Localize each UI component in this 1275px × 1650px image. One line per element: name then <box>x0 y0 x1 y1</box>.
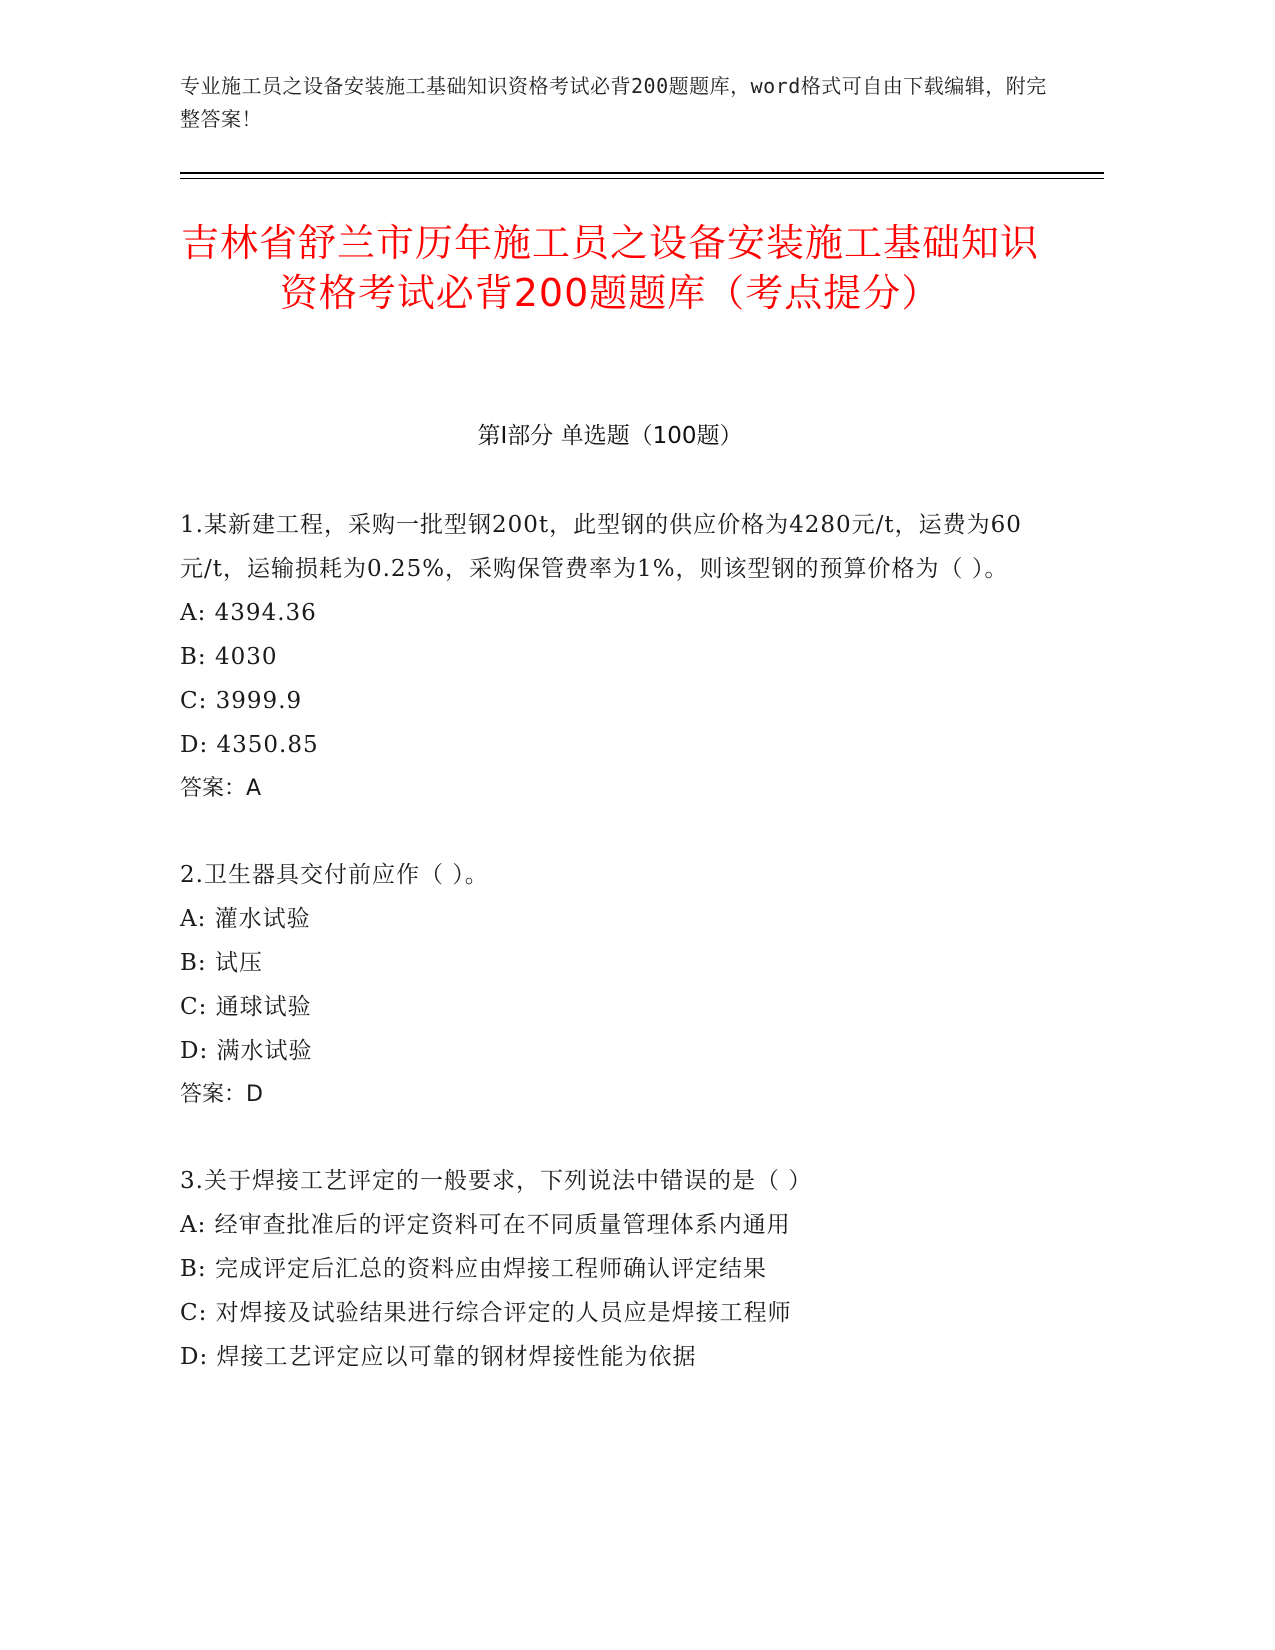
option-b: B: 试压 <box>180 950 263 976</box>
option-c: C: 3999.9 <box>180 688 303 714</box>
header-rule-thick <box>180 172 1104 174</box>
option-d: D: 4350.85 <box>180 732 319 758</box>
section-heading: 第I部分 单选题（100题） <box>477 423 743 449</box>
document-title: 吉林省舒兰市历年施工员之设备安装施工基础知识资格考试必背200题题库（考点提分） <box>180 221 1039 315</box>
question-1 <box>180 503 1040 811</box>
option-c: C: 通球试验 <box>180 994 312 1020</box>
question-3 <box>180 1159 1040 1379</box>
header-note: 专业施工员之设备安装施工基础知识资格考试必背200题题库，word格式可自由下载编辑，附完整答案！ <box>180 74 1047 131</box>
option-a: A: 经审查批准后的评定资料可在不同质量管理体系内通用 <box>180 1212 791 1238</box>
question-stem: 1.某新建工程，采购一批型钢200t，此型钢的供应价格为4280元/t，运费为60元/t，运输损耗为0.25%，采购保管费率为1%，则该型钢的预算价格为（ ）。 <box>180 512 1022 582</box>
question-stem: 2.卫生器具交付前应作（ ）。 <box>180 862 489 888</box>
option-a: A: 4394.36 <box>180 600 317 626</box>
option-b: B: 4030 <box>180 644 278 670</box>
question-list <box>180 503 1040 1421</box>
answer-line: 答案：A <box>180 776 262 801</box>
question-stem: 3.关于焊接工艺评定的一般要求，下列说法中错误的是（ ） <box>180 1168 813 1194</box>
option-b: B: 完成评定后汇总的资料应由焊接工程师确认评定结果 <box>180 1256 767 1282</box>
option-a: A: 灌水试验 <box>180 906 311 932</box>
option-d: D: 焊接工艺评定应以可靠的钢材焊接性能为依据 <box>180 1344 697 1370</box>
question-2 <box>180 853 1040 1117</box>
option-d: D: 满水试验 <box>180 1038 313 1064</box>
header-rule-thin <box>180 178 1104 179</box>
option-c: C: 对焊接及试验结果进行综合评定的人员应是焊接工程师 <box>180 1300 792 1326</box>
answer-line: 答案：D <box>180 1082 263 1107</box>
